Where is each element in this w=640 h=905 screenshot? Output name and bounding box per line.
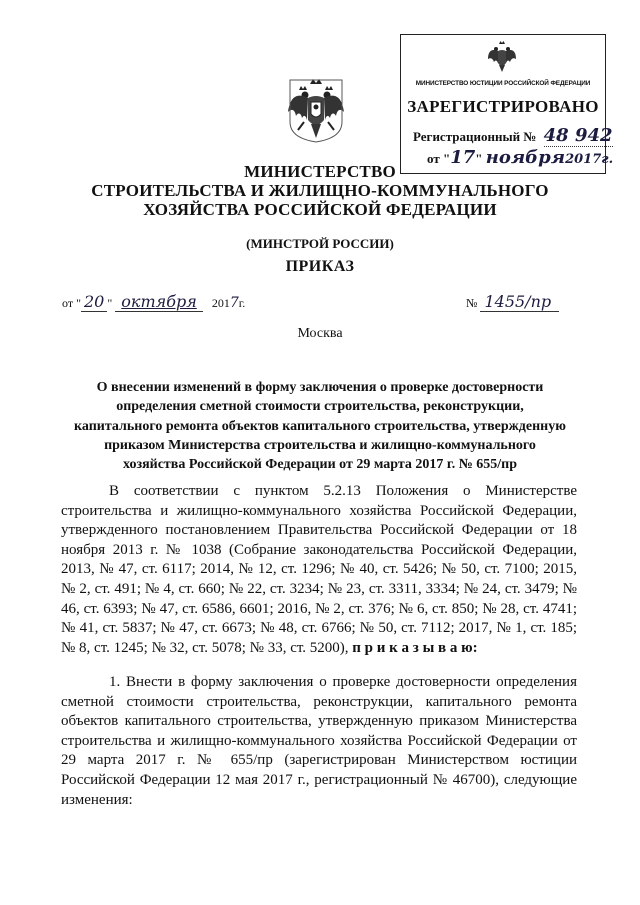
ministry-line-3: ХОЗЯЙСТВА РОССИЙСКОЙ ФЕДЕРАЦИИ [143, 200, 497, 219]
stamp-date-month: ноября [485, 147, 566, 168]
subject-line: хозяйства Российской Федерации от 29 марта 2017 г. № 655/пр [122, 457, 518, 473]
order-date-quote: " [107, 296, 113, 310]
item-1-paragraph [61, 673, 577, 810]
order-city: Москва [297, 326, 343, 341]
ministry-line-2: СТРОИТЕЛЬСТВА И ЖИЛИЩНО-КОММУНАЛЬНОГО [91, 181, 549, 200]
preamble-paragraph [61, 482, 577, 658]
stamp-reg-number-value: 48 942 [543, 125, 613, 146]
ministry-line-1: МИНИСТЕРСТВО [244, 162, 396, 181]
order-date-month: октября [115, 292, 203, 312]
stamp-date-quote: " [475, 151, 483, 166]
order-date-year-digit: 7 [229, 295, 239, 311]
item-1-text: 1. Внести в форму заключения о проверке достоверности определения сметной стоимости строительства, реконструкции, капитального ремонта объектов капитального строительства, утвержденную приказом Министерства строительства и жилищно-коммунального хозяйства Российской Федерации от 29 марта 2017 г. № 655/пр (зарегистрирован Министерством юстиции Российской Федерации 12 мая 2017 г., регистрационный № 46700), следующие изменения: [61, 674, 577, 808]
subject-line: приказом Министерства строительства и жилищно-коммунального [104, 437, 536, 453]
stamp-date-day: 17 [450, 147, 476, 168]
coat-of-arms-emblem [286, 78, 346, 144]
order-word: п р и к а з ы в а ю: [352, 639, 478, 656]
document-type: ПРИКАЗ [285, 258, 355, 275]
stamp-date-prefix: от " [427, 151, 451, 166]
order-date [62, 292, 245, 311]
order-date-prefix: от " [62, 296, 81, 310]
subject-line: капитального ремонта объектов капитального строительства, утвержденную [74, 418, 566, 434]
stamp-reg-number-row [413, 125, 613, 146]
stamp-reg-number-label: Регистрационный № [413, 129, 537, 144]
order-date-year-suffix: г. [238, 296, 246, 310]
registration-stamp [400, 34, 614, 174]
order-subject [40, 378, 600, 474]
subject-line: определения сметной стоимости строительства, реконструкции, [116, 399, 524, 415]
order-date-day: 20 [81, 292, 107, 312]
order-number [466, 292, 559, 311]
stamp-ministry-name: МИНИСТЕРСТВО ЮСТИЦИИ РОССИЙСКОЙ ФЕДЕРАЦИИ [415, 80, 591, 87]
order-date-year-prefix: 201 [211, 296, 230, 310]
stamp-emblem-icon [487, 41, 517, 73]
stamp-date-year: 2017г. [565, 152, 614, 167]
stamp-registered-label: ЗАРЕГИСТРИРОВАНО [407, 97, 599, 116]
ministry-short-name: (МИНСТРОЙ РОССИИ) [246, 236, 394, 251]
subject-line: О внесении изменений в форму заключения о проверке достоверности [96, 380, 544, 395]
preamble-text: В соответствии с пунктом 5.2.13 Положения о Министерстве строительства и жилищно-коммунального хозяйства Российской Федерации, утвержденного постановлением Правительства Российской Федерации от 18 ноября 2013 г. № 1038 (Собрание законодательства Российской Федерации, 2013, № 47, ст. 6117; 2014, № 12, ст. 1296; № 40, ст. 5426; № 50, ст. 7100; 2015, № 2, ст. 491; № 4, ст. 660; № 22, ст. 3234; № 23, ст. 3311, 3334; № 24, ст. 3479; № 46, ст. 6393; № 47, ст. 6586, 6601; 2016, № 2, ст. 376; № 6, ст. 850; № 28, ст. 4741; № 41, ст. 5837; № 47, ст. 6673; № 48, ст. 6766; № 50, ст. 7112; 2017, № 1, ст. 185; № 8, ст. 1245; № 32, ст. 5078; № 33, ст. 5200), [61, 483, 577, 656]
order-number-value: 1455/пр [480, 292, 559, 312]
order-number-label: № [466, 296, 478, 310]
